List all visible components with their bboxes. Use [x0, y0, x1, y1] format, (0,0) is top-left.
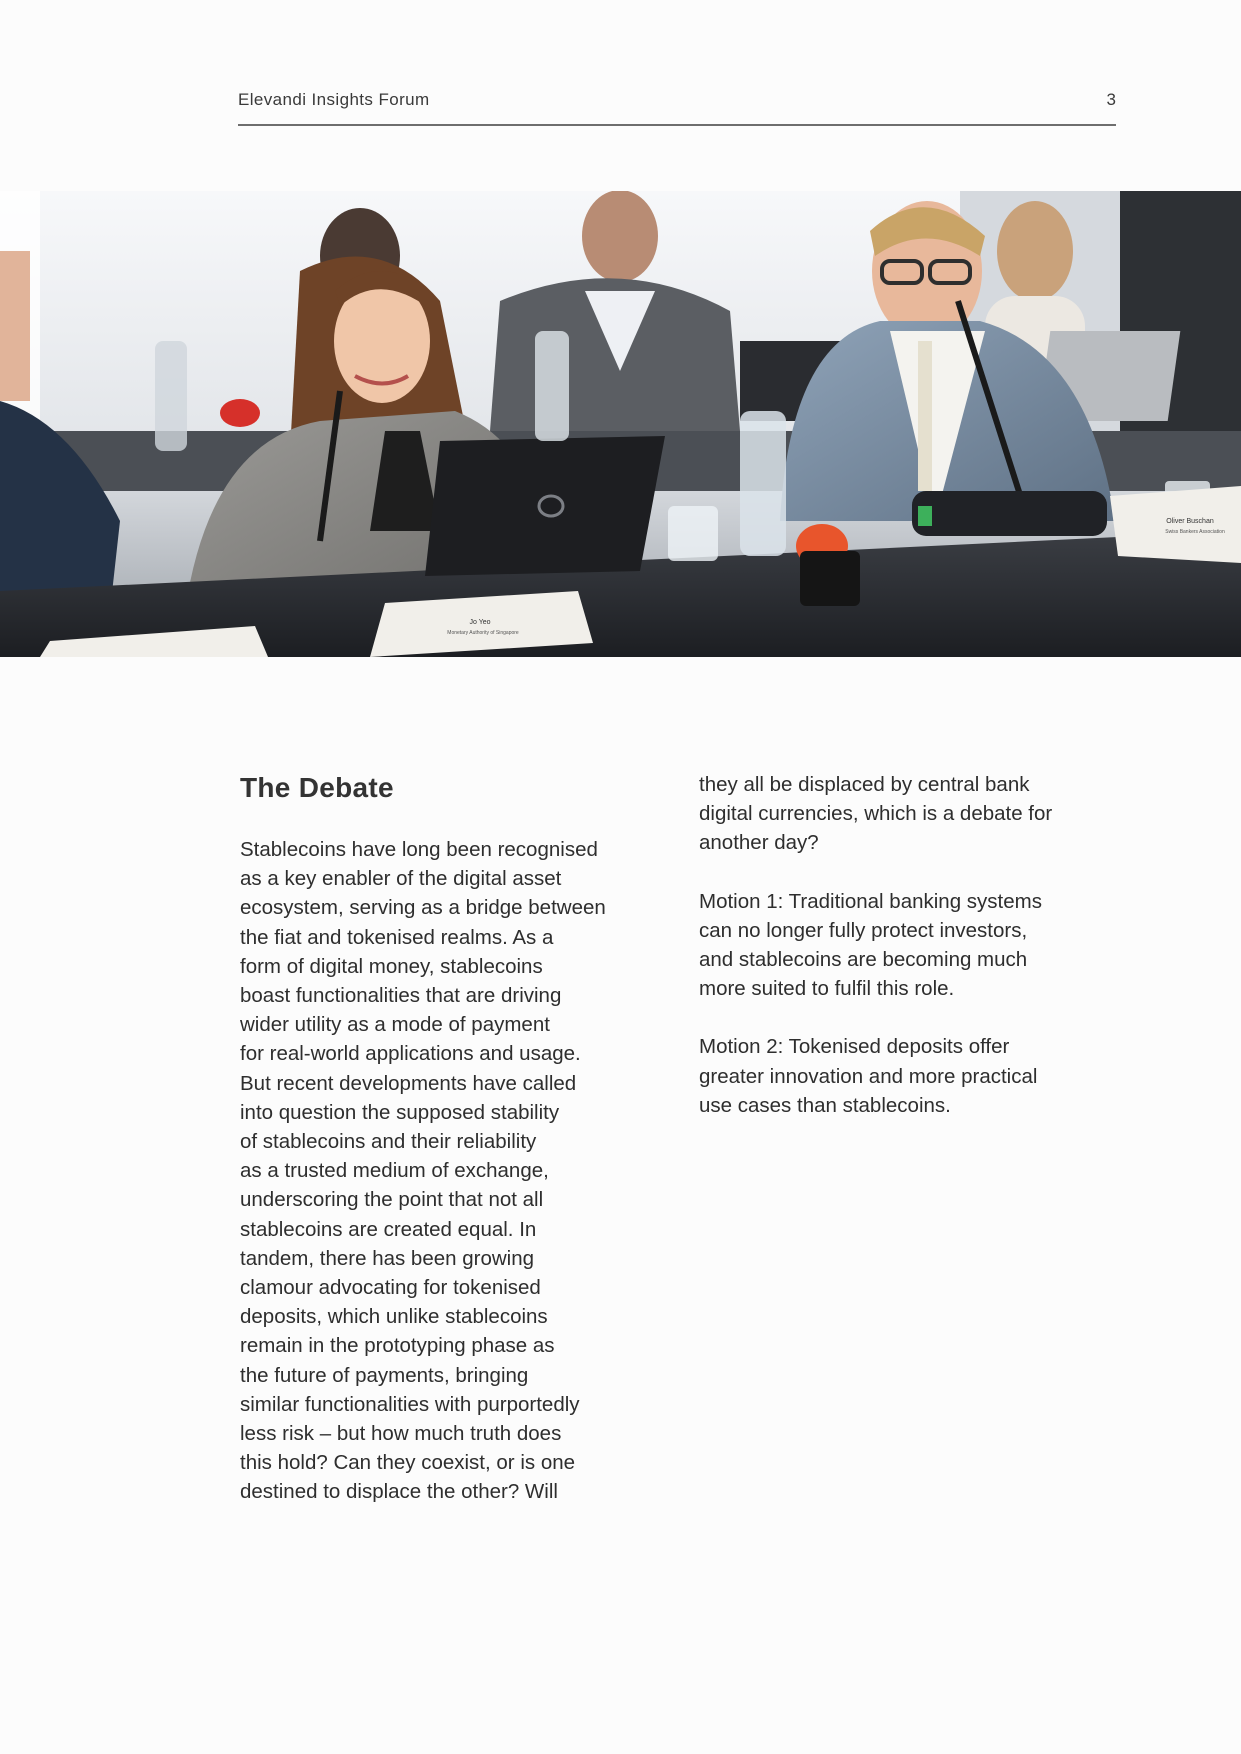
- page-number: 3: [1106, 90, 1116, 109]
- text-line: and stablecoins are becoming much: [699, 948, 1028, 972]
- text-line: another day?: [699, 831, 819, 855]
- text-line: more suited to fulfil this role.: [699, 977, 955, 1001]
- text-line: deposits, which unlike stablecoins: [240, 1305, 548, 1329]
- text-line: this hold? Can they coexist, or is one: [240, 1451, 576, 1475]
- motion-paragraph: [699, 887, 1119, 1004]
- nameplate-org: Monetary Authority of Singapore: [447, 630, 519, 636]
- body-paragraph: [240, 835, 660, 1507]
- text-line: similar functionalities with purportedly: [240, 1392, 580, 1416]
- text-line: tandem, there has been growing: [240, 1246, 535, 1270]
- text-line: destined to displace the other? Will: [240, 1480, 558, 1504]
- panel-photo-illustration: [0, 191, 1241, 657]
- text-line: as a key enabler of the digital asset: [240, 867, 562, 891]
- text-line: Stablecoins have long been recognised: [240, 838, 598, 861]
- text-line: the future of payments, bringing: [240, 1363, 529, 1387]
- text-line: ecosystem, serving as a bridge between: [240, 896, 606, 920]
- text-line: Motion 1: Traditional banking systems: [699, 889, 1042, 913]
- motion-paragraph: [699, 1032, 1119, 1120]
- section-heading: The Debate: [240, 772, 394, 803]
- text-line: the fiat and tokenised realms. As a: [240, 925, 554, 949]
- text-line: But recent developments have called: [240, 1071, 577, 1095]
- nameplate-org: Swiss Bankers Association: [1165, 529, 1225, 535]
- nameplate-name: Oliver Buschan: [1166, 518, 1214, 525]
- text-line: Motion 2: Tokenised deposits offer: [699, 1035, 1010, 1059]
- page-header: [238, 86, 1116, 126]
- text-line: boast functionalities that are driving: [240, 984, 562, 1008]
- text-line: greater innovation and more practical: [699, 1064, 1038, 1088]
- text-line: they all be displaced by central bank: [699, 773, 1030, 796]
- text-line: can no longer fully protect investors,: [699, 918, 1028, 942]
- text-line: remain in the prototyping phase as: [240, 1334, 555, 1358]
- text-line: for real-world applications and usage.: [240, 1042, 581, 1066]
- panel-photo: [0, 191, 1241, 657]
- body-paragraph: [699, 770, 1119, 858]
- nameplate-name: Jo Yeo: [469, 619, 491, 626]
- text-line: use cases than stablecoins.: [699, 1093, 951, 1117]
- publication-title: Elevandi Insights Forum: [238, 90, 430, 109]
- text-line: wider utility as a mode of payment: [240, 1013, 550, 1037]
- nameplate-oliver-buschan: [1110, 486, 1241, 563]
- text-line: form of digital money, stablecoins: [240, 954, 543, 978]
- text-line: digital currencies, which is a debate for: [699, 802, 1053, 826]
- text-line: less risk – but how much truth does: [240, 1422, 562, 1446]
- left-column: [240, 771, 660, 1507]
- text-line: into question the supposed stability: [240, 1100, 560, 1124]
- text-line: clamour advocating for tokenised: [240, 1276, 541, 1300]
- right-column: [699, 770, 1119, 1120]
- laptop: [425, 436, 665, 576]
- text-line: of stablecoins and their reliability: [240, 1130, 537, 1154]
- text-line: stablecoins are created equal. In: [240, 1217, 537, 1241]
- text-line: underscoring the point that not all: [240, 1188, 544, 1212]
- text-line: as a trusted medium of exchange,: [240, 1159, 549, 1183]
